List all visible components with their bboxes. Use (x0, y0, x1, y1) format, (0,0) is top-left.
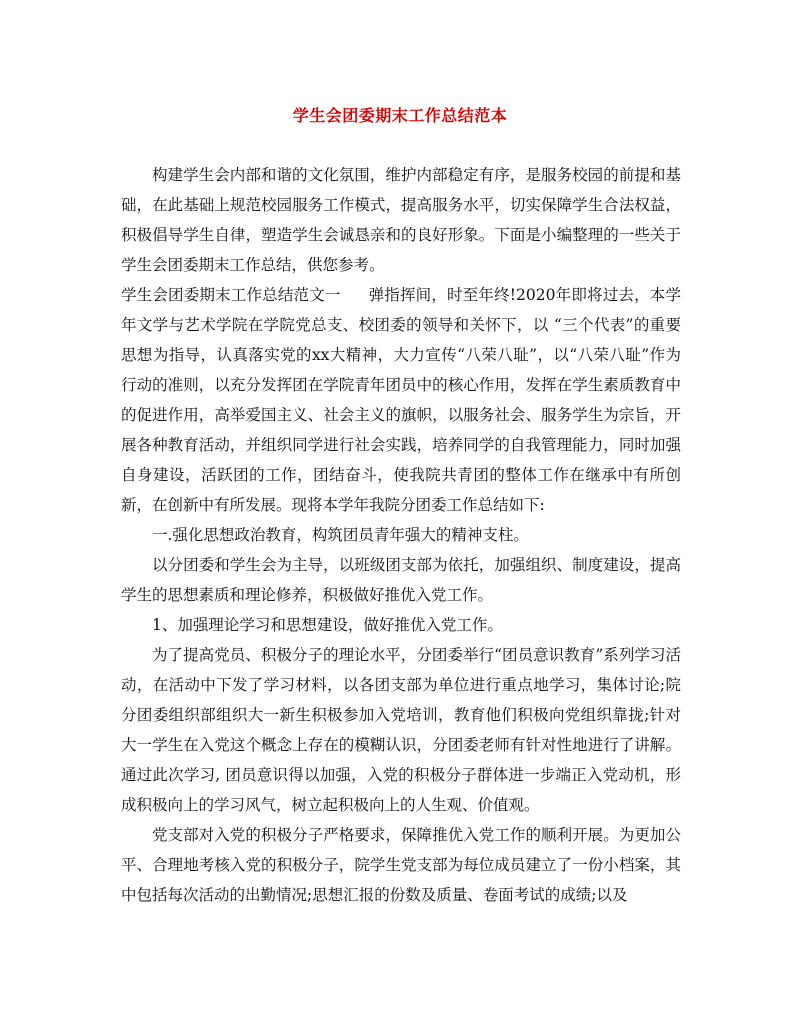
section-text: 弹指挥间，时至年终!2020年即将过去，本学年文学与艺术学院在学院党总支、校团委的领导和关怀下，以 “三个代表”的重要思想为指导，认真落实党的xx大精神，大力宣传“八荣八耻”，以“八荣八耻”作为行动的准则，以充分发挥团在学院青年团员中的核心作用，发挥在学生素质教育中的促进作用，高举爱国主义、社会主义的旗帜，以服务社会、服务学生为宗旨，开展各种教育活动，并组织同学进行社会实践，培养同学的自我管理能力，同时加强自身建设，活跃团的工作，团结奋斗，使我院共青团的整体工作在继承中有所创新，在创新中有所发展。现将本学年我院分团委工作总结如下: (121, 286, 681, 514)
heading-one-one: 1、加强理论学习和思想建设，做好推优入党工作。 (152, 616, 503, 634)
paragraph-three: 党支部对入党的积极分子严格要求，保障推优入党工作的顺利开展。为更加公平、合理地考核入党的积极分子，院学生党支部为每位成员建立了一份小档案，其中包括每次活动的出勤情况;思想汇报的份数及质量、卷面考试的成绩;以及 (121, 826, 681, 904)
paragraph-one: 以分团委和学生会为主导，以班级团支部为依托，加强组织、制度建设，提高学生的思想素质和理论修养，积极做好推优入党工作。 (121, 556, 681, 604)
document-title: 学生会团委期末工作总结范本 (292, 106, 508, 125)
heading-one: 一.强化思想政治教育，构筑团员青年强大的精神支柱。 (152, 526, 529, 544)
intro-paragraph: 构建学生会内部和谐的文化氛围，维护内部稳定有序，是服务校园的前提和基础，在此基础上规范校园服务工作模式，提高服务水平，切实保障学生合法权益，积极倡导学生自律，塑造学生会诚恳亲和的良好形象。下面是小编整理的一些关于学生会团委期末工作总结，供您参考。 (121, 166, 681, 274)
paragraph-two: 为了提高党员、积极分子的理论水平，分团委举行“团员意识教育”系列学习活动，在活动中下发了学习材料，以各团支部为单位进行重点地学习，集体讨论;院分团委组织部组织大一新生积极参加入党培训，教育他们积极向党组织靠拢;针对大一学生在入党这个概念上存在的模糊认识，分团委老师有针对性地进行了讲解。通过此次学习, 团员意识得以加强，入党的积极分子群体进一步端正入党动机，形成积极向上的学习风气，树立起积极向上的人生观、价值观。 (121, 646, 681, 814)
document-body (121, 160, 681, 910)
section-paragraph (121, 280, 681, 520)
section-label: 学生会团委期末工作总结范文一 (121, 286, 341, 304)
